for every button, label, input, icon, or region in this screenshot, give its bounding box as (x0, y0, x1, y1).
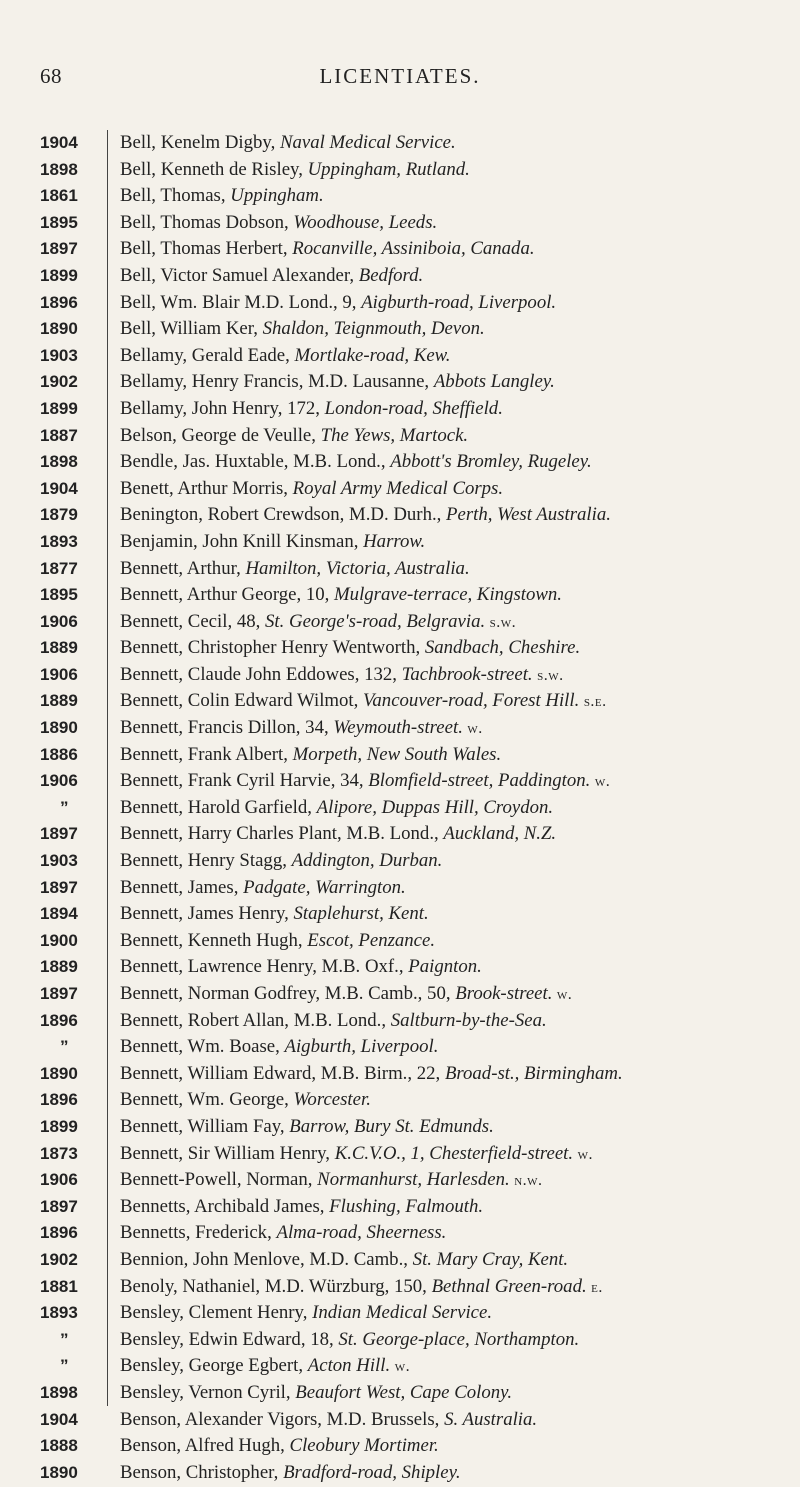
list-item (0, 1167, 800, 1194)
licentiate-address: Harrow. (363, 530, 426, 552)
licentiate-name: Benjamin, John Knill Kinsman, (120, 530, 364, 552)
licentiate-address: Staplehurst, Kent. (293, 903, 429, 925)
year: 1897 (40, 1196, 78, 1216)
licentiate-name: Bennett, Wm. Boase, (120, 1036, 285, 1058)
year: 1893 (40, 531, 78, 551)
licentiate-address: Barrow, Bury St. Edmunds. (289, 1115, 494, 1137)
year: 1903 (40, 851, 78, 871)
year: 1900 (40, 930, 78, 950)
licentiate-address: Brook-street. (455, 983, 553, 1004)
year: 1897 (40, 239, 78, 259)
entry-text (120, 848, 780, 876)
entry-text (120, 369, 780, 397)
entry-text (120, 795, 780, 823)
entry-text (120, 476, 780, 504)
year: 1890 (40, 718, 78, 738)
list-item (0, 901, 800, 928)
entry-text (120, 1247, 780, 1275)
licentiate-name: Belson, George de Veulle, (120, 424, 321, 446)
licentiate-name: Bell, Thomas, (120, 185, 231, 207)
year: 1893 (40, 1303, 78, 1323)
licentiate-address: St. Mary Cray, Kent. (412, 1248, 569, 1270)
list-item (0, 1407, 800, 1434)
licentiate-address: Broad-st., Birmingham. (444, 1062, 623, 1084)
page-title: LICENTIATES. (319, 64, 481, 88)
list-item (0, 183, 800, 210)
year: 1887 (40, 425, 78, 445)
year: 1890 (40, 1462, 78, 1482)
entry-text (120, 263, 780, 291)
licentiate-address: Shaldon, Teignmouth, Devon. (262, 318, 485, 340)
licentiate-address: Padgate, Warrington. (243, 876, 406, 898)
licentiate-address: Alipore, Duppas Hill, Croydon. (316, 796, 554, 818)
licentiate-name: Bennett, Robert Allan, M.B. Lond., (120, 1009, 391, 1031)
list-item (0, 928, 800, 955)
list-item (0, 1087, 800, 1114)
postal-district: w. (590, 773, 611, 791)
year: 1895 (40, 212, 78, 232)
postal-district: e. (586, 1278, 603, 1296)
postal-district: w. (552, 986, 573, 1003)
licentiate-address: Indian Medical Service. (312, 1302, 493, 1324)
licentiate-name: Bennett, Harold Garfield, (120, 796, 317, 818)
list-item (0, 662, 800, 689)
licentiate-name: Bennett-Powell, Norman, (120, 1169, 318, 1191)
list-item (0, 343, 800, 370)
list-item (0, 1008, 800, 1035)
licentiate-name: Benoly, Nathaniel, M.D. Würzburg, 150, (120, 1275, 432, 1297)
list-item (0, 688, 800, 715)
entry-text (120, 236, 780, 264)
licentiate-name: Bennett, Wm. George, (120, 1089, 294, 1111)
licentiate-name: Bell, William Ker, (120, 318, 263, 340)
licentiate-name: Bennett, Harry Charles Plant, M.B. Lond., (120, 823, 444, 845)
year: 1894 (40, 904, 78, 924)
list-item (0, 1141, 800, 1168)
list-item (0, 502, 800, 529)
year: 1896 (40, 1090, 78, 1110)
year: 1881 (40, 1276, 78, 1296)
entry-text (120, 290, 780, 318)
licentiate-name: Bennett, Frank Cyril Harvie, 34, (120, 770, 369, 792)
licentiate-address: Naval Medical Service. (279, 132, 456, 153)
licentiate-address: Paignton. (408, 956, 482, 978)
year: 1890 (40, 1063, 78, 1083)
list-item (0, 981, 800, 1008)
licentiate-name: Bennett, Colin Edward Wilmot, (120, 690, 364, 712)
licentiate-address: Weymouth-street. (333, 717, 463, 739)
year: 1898 (40, 1382, 78, 1402)
entry-text (120, 635, 780, 663)
year: 1861 (40, 186, 78, 206)
list-item (0, 130, 800, 157)
licentiate-name: Bellamy, Henry Francis, M.D. Lausanne, (120, 371, 434, 393)
licentiate-address: Hamilton, Victoria, Australia. (245, 557, 470, 579)
entry-text (120, 343, 780, 371)
licentiate-name: Bensley, Clement Henry, (120, 1302, 313, 1324)
licentiate-name: Bennett, Cecil, 48, (120, 610, 266, 632)
year: 1889 (40, 957, 78, 977)
licentiate-address: Uppingham. (230, 185, 324, 207)
postal-district: n.w. (509, 1172, 543, 1190)
year: 1897 (40, 824, 78, 844)
list-item (0, 715, 800, 742)
year: 1873 (40, 1143, 78, 1163)
list-item (0, 795, 800, 822)
list-item (0, 582, 800, 609)
list-item (0, 1247, 800, 1274)
year: 1889 (40, 638, 78, 658)
entry-text (120, 1141, 780, 1169)
list-item (0, 369, 800, 396)
licentiate-name: Bennett, James, (120, 876, 244, 898)
licentiate-address: Bethnal Green-road. (431, 1275, 587, 1297)
entry-text (120, 1220, 780, 1248)
licentiate-name: Bennett, Kenneth Hugh, (120, 929, 308, 951)
licentiate-name: Bellamy, John Henry, 172, (120, 397, 325, 419)
list-item (0, 157, 800, 184)
licentiate-address: Flushing, Falmouth. (329, 1195, 484, 1217)
list-item (0, 1300, 800, 1327)
licentiate-address: Bradford-road, Shipley. (283, 1461, 461, 1483)
licentiate-name: Bennett, Claude John Eddowes, 132, (120, 663, 402, 685)
year: 1904 (40, 133, 78, 152)
list-item (0, 396, 800, 423)
list-item (0, 1274, 800, 1301)
licentiates-list (0, 130, 800, 1486)
licentiate-address: Abbots Langley. (433, 371, 555, 393)
list-item (0, 236, 800, 263)
entry-text (120, 130, 780, 158)
licentiate-address: K.C.V.O., 1, Chesterfield-street. (334, 1142, 574, 1164)
licentiate-name: Bennett, Christopher Henry Wentworth, (120, 637, 425, 659)
year: 1899 (40, 265, 78, 285)
postal-district: w. (390, 1358, 411, 1376)
licentiate-name: Benson, Christopher, (120, 1461, 284, 1483)
licentiate-name: Bellamy, Gerald Eade, (120, 344, 295, 366)
entry-text (120, 183, 780, 211)
year: 1906 (40, 611, 78, 631)
year: 1906 (40, 664, 78, 684)
year: 1877 (40, 558, 78, 578)
year: 1897 (40, 984, 78, 1003)
list-item (0, 742, 800, 769)
licentiate-address: St. George-place, Northampton. (338, 1328, 580, 1350)
entry-text (120, 582, 780, 610)
list-item (0, 556, 800, 583)
year: 1898 (40, 452, 78, 472)
licentiate-address: Alma-road, Sheerness. (276, 1222, 447, 1244)
entry-text (120, 1061, 780, 1089)
licentiate-address: Sandbach, Cheshire. (424, 637, 581, 659)
licentiate-name: Bell, Thomas Dobson, (120, 211, 294, 233)
licentiate-address: Normanhurst, Harlesden. (317, 1169, 510, 1191)
licentiate-address: Aigburth, Liverpool. (284, 1036, 439, 1058)
entry-text (120, 316, 780, 344)
licentiate-name: Bennett, Henry Stagg, (120, 850, 292, 872)
licentiate-address: Saltburn-by-the-Sea. (390, 1009, 547, 1031)
licentiate-address: S. Australia. (444, 1408, 538, 1430)
year: ” (60, 1356, 69, 1376)
list-item (0, 1034, 800, 1061)
licentiate-address: Bedford. (358, 264, 424, 286)
entry-text (120, 157, 780, 185)
year: ” (60, 1037, 69, 1057)
licentiate-address: Uppingham, Rutland. (307, 158, 470, 180)
licentiate-address: Morpeth, New South Wales. (292, 743, 502, 765)
entry-text (120, 875, 780, 903)
licentiate-name: Bensley, Vernon Cyril, (120, 1381, 296, 1403)
list-item (0, 875, 800, 902)
licentiate-name: Bendle, Jas. Huxtable, M.B. Lond., (120, 451, 391, 473)
entry-text (120, 423, 780, 451)
licentiate-name: Bennett, Francis Dillon, 34, (120, 717, 334, 739)
list-item (0, 768, 800, 795)
licentiate-address: Mulgrave-terrace, Kingstown. (334, 584, 562, 606)
licentiate-name: Bell, Kenneth de Risley, (120, 158, 308, 180)
licentiate-name: Bennett, Arthur, (120, 557, 246, 579)
licentiate-address: Escot, Penzance. (307, 929, 436, 951)
licentiate-address: Woodhouse, Leeds. (293, 211, 438, 233)
year: 1899 (40, 1116, 78, 1136)
postal-district: s.w. (485, 613, 517, 631)
entry-text (120, 1008, 780, 1036)
entry-text (120, 210, 780, 238)
licentiate-name: Bell, Wm. Blair M.D. Lond., 9, (120, 291, 362, 313)
entry-text (120, 1460, 780, 1487)
entry-text (120, 1114, 780, 1142)
entry-text (120, 1353, 780, 1381)
entry-text (120, 1300, 780, 1328)
licentiate-name: Bennetts, Archibald James, (120, 1195, 330, 1217)
licentiate-name: Bensley, Edwin Edward, 18, (120, 1328, 339, 1350)
entry-text (120, 1087, 780, 1115)
licentiate-name: Bennett, William Edward, M.B. Birm., 22, (120, 1062, 445, 1084)
year: 1895 (40, 585, 78, 605)
list-item (0, 423, 800, 450)
licentiate-address: Mortlake-road, Kew. (294, 344, 451, 366)
list-item (0, 1433, 800, 1460)
entry-text (120, 1327, 780, 1355)
entry-text (120, 715, 780, 743)
year: 1888 (40, 1436, 78, 1456)
licentiate-address: Cleobury Mortimer. (289, 1435, 439, 1457)
entry-text (120, 529, 780, 557)
licentiate-address: Acton Hill. (307, 1355, 391, 1377)
year: 1896 (40, 1223, 78, 1243)
page-number: 68 (40, 64, 62, 88)
licentiate-name: Bennett, James Henry, (120, 903, 294, 925)
licentiate-address: St. George's-road, Belgravia. (265, 610, 486, 632)
licentiate-name: Benington, Robert Crewdson, M.D. Durh., (120, 504, 447, 526)
postal-district: s.w. (532, 666, 564, 684)
list-item (0, 263, 800, 290)
entry-text (120, 981, 780, 1009)
year: 1886 (40, 744, 78, 764)
entry-text (120, 821, 780, 849)
entry-text (120, 688, 780, 716)
licentiate-name: Bennett, Arthur George, 10, (120, 584, 335, 606)
entry-text (120, 1034, 780, 1062)
licentiate-name: Bell, Kenelm Digby, (120, 132, 280, 153)
list-item (0, 316, 800, 343)
licentiate-address: Beaufort West, Cape Colony. (295, 1381, 513, 1403)
licentiate-address: Tachbrook-street. (401, 663, 533, 685)
entry-text (120, 901, 780, 929)
entry-text (120, 1433, 780, 1461)
licentiate-name: Bennett, Sir William Henry, (120, 1142, 335, 1164)
list-item (0, 290, 800, 317)
year: 1899 (40, 398, 78, 418)
list-item (0, 476, 800, 503)
list-item (0, 210, 800, 237)
licentiate-name: Bennett, William Fay, (120, 1115, 290, 1137)
entry-text (120, 1274, 780, 1302)
list-item (0, 848, 800, 875)
licentiate-address: Addington, Durban. (291, 850, 443, 872)
list-item (0, 1353, 800, 1380)
postal-district: s.e. (579, 693, 607, 711)
year: 1890 (40, 319, 78, 339)
list-item (0, 1061, 800, 1088)
list-item (0, 1194, 800, 1221)
list-item (0, 1220, 800, 1247)
entry-text (120, 396, 780, 424)
year: 1902 (40, 1249, 78, 1269)
licentiate-address: Aigburth-road, Liverpool. (361, 291, 557, 313)
licentiate-address: Auckland, N.Z. (443, 823, 557, 845)
year: 1897 (40, 877, 78, 897)
list-item (0, 1114, 800, 1141)
year: 1879 (40, 505, 78, 525)
licentiate-address: Royal Army Medical Corps. (292, 477, 504, 499)
licentiate-address: Vancouver-road, Forest Hill. (363, 690, 580, 712)
licentiate-name: Bensley, George Egbert, (120, 1355, 308, 1377)
entry-text (120, 742, 780, 770)
licentiate-name: Benson, Alfred Hugh, (120, 1435, 290, 1457)
year: 1896 (40, 1010, 78, 1030)
entry-text (120, 1167, 780, 1195)
year: 1906 (40, 771, 78, 791)
postal-district: w. (573, 1145, 593, 1163)
licentiate-name: Bennetts, Frederick, (120, 1222, 277, 1244)
licentiate-name: Bennett, Lawrence Henry, M.B. Oxf., (120, 956, 409, 978)
entry-text (120, 449, 780, 477)
licentiate-address: Blomfield-street, Paddington. (368, 770, 591, 792)
entry-text (120, 768, 780, 796)
licentiate-name: Bell, Victor Samuel Alexander, (120, 264, 359, 286)
licentiate-name: Benett, Arthur Morris, (120, 477, 293, 499)
list-item (0, 1380, 800, 1407)
list-item (0, 954, 800, 981)
licentiate-name: Benson, Alexander Vigors, M.D. Brussels, (120, 1408, 445, 1430)
entry-text (120, 954, 780, 982)
year: 1906 (40, 1170, 78, 1190)
licentiate-name: Bennett, Norman Godfrey, M.B. Camb., 50, (120, 983, 456, 1004)
list-item (0, 821, 800, 848)
entry-text (120, 928, 780, 956)
list-item (0, 635, 800, 662)
year: 1896 (40, 292, 78, 312)
licentiate-address: Worcester. (293, 1089, 371, 1111)
licentiate-address: Abbott's Bromley, Rugeley. (390, 451, 592, 473)
list-item (0, 1460, 800, 1487)
postal-district: w. (462, 720, 483, 738)
entry-text (120, 1194, 780, 1222)
licentiate-address: London-road, Sheffield. (324, 397, 503, 419)
entry-text (120, 1407, 780, 1435)
year: 1898 (40, 159, 78, 179)
licentiate-name: Bennett, Frank Albert, (120, 743, 293, 765)
list-item (0, 1327, 800, 1354)
list-item (0, 609, 800, 636)
licentiate-address: Rocanville, Assiniboia, Canada. (292, 238, 535, 260)
year: 1903 (40, 345, 78, 365)
licentiate-address: The Yews, Martock. (320, 424, 469, 446)
entry-text (120, 1380, 780, 1408)
licentiate-name: Bell, Thomas Herbert, (120, 238, 293, 260)
year: 1904 (40, 1409, 78, 1429)
entry-text (120, 609, 780, 637)
year: 1904 (40, 478, 78, 498)
year: ” (60, 797, 69, 817)
licentiate-address: Perth, West Australia. (446, 504, 611, 526)
licentiate-name: Bennion, John Menlove, M.D. Camb., (120, 1248, 413, 1270)
year: 1889 (40, 691, 78, 711)
list-item (0, 449, 800, 476)
entry-text (120, 502, 780, 530)
year: ” (60, 1329, 69, 1349)
entry-text (120, 556, 780, 584)
entry-text (120, 662, 780, 690)
list-item (0, 529, 800, 556)
year: 1902 (40, 372, 78, 392)
